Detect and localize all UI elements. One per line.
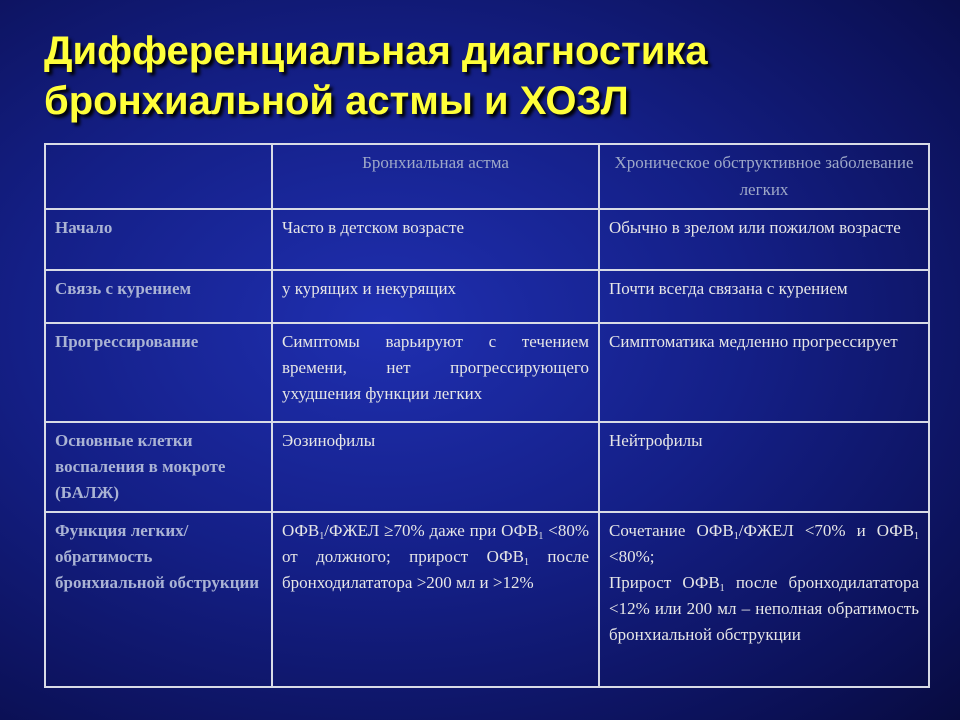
table-row [45, 209, 929, 270]
table-header-row [45, 144, 929, 209]
slide-title-line-2: бронхиальной астмы и ХОЗЛ [44, 79, 629, 123]
table-row [45, 422, 929, 512]
cell-copd-inflammatory-cells: Нейтрофилы [599, 422, 929, 512]
header-corner-cell [45, 144, 272, 209]
cell-copd-onset: Обычно в зрелом или пожилом возрасте [599, 209, 929, 270]
cell-asthma-onset: Часто в детском возрасте [272, 209, 599, 270]
subscript: 1 [319, 531, 325, 542]
text-fragment: /ФЖЕЛ <70% и ОФВ [738, 521, 914, 540]
row-label-smoking: Связь с курением [45, 270, 272, 323]
cell-copd-lung-function [599, 512, 929, 687]
row-label-onset: Начало [45, 209, 272, 270]
subscript: 1 [914, 531, 919, 542]
cell-copd-smoking: Почти всегда связана с курением [599, 270, 929, 323]
cell-asthma-progression: Симптомы варьируют с течением времени, нет прогрессирующего ухудшения функции легких [272, 323, 599, 422]
text-fragment: после бронходилататора <12% или 200 мл – неполная обратимость бронхиальной обструкции [609, 573, 919, 644]
header-asthma: Бронхиальная астма [272, 144, 599, 209]
subscript: 1 [523, 557, 529, 568]
header-copd: Хроническое обструктивное заболевание легких [599, 144, 929, 209]
slide-title-line-1: Дифференциальная диагностика [44, 29, 708, 73]
text-fragment: Сочетание ОФВ [609, 521, 734, 540]
row-label-progression: Прогрессирование [45, 323, 272, 422]
cell-copd-progression: Симптоматика медленно прогрессирует [599, 323, 929, 422]
table-row [45, 270, 929, 323]
text-fragment: /ФЖЕЛ ≥70% даже при ОФВ [324, 521, 539, 540]
table-row [45, 512, 929, 687]
slide-title [44, 26, 924, 126]
comparison-table [44, 143, 930, 688]
text-fragment: после бронходилататора >200 мл и >12% [282, 547, 589, 592]
cell-asthma-smoking: у курящих и некурящих [272, 270, 599, 323]
text-fragment: ОФВ [282, 521, 320, 540]
subscript: 1 [719, 583, 725, 594]
text-fragment: <80%; [609, 547, 655, 566]
row-label-inflammatory-cells: Основные клетки воспаления в мокроте (БАЛЖ) [45, 422, 272, 512]
subscript: 1 [538, 531, 544, 542]
subscript: 1 [733, 531, 739, 542]
row-label-lung-function: Функция легких/обратимость бронхиальной обструкции [45, 512, 272, 687]
text-fragment: <80% от должного; прирост ОФВ [282, 521, 589, 566]
text-fragment: Прирост ОФВ [609, 573, 720, 592]
cell-asthma-inflammatory-cells: Эозинофилы [272, 422, 599, 512]
table-row [45, 323, 929, 422]
cell-asthma-lung-function [272, 512, 599, 687]
